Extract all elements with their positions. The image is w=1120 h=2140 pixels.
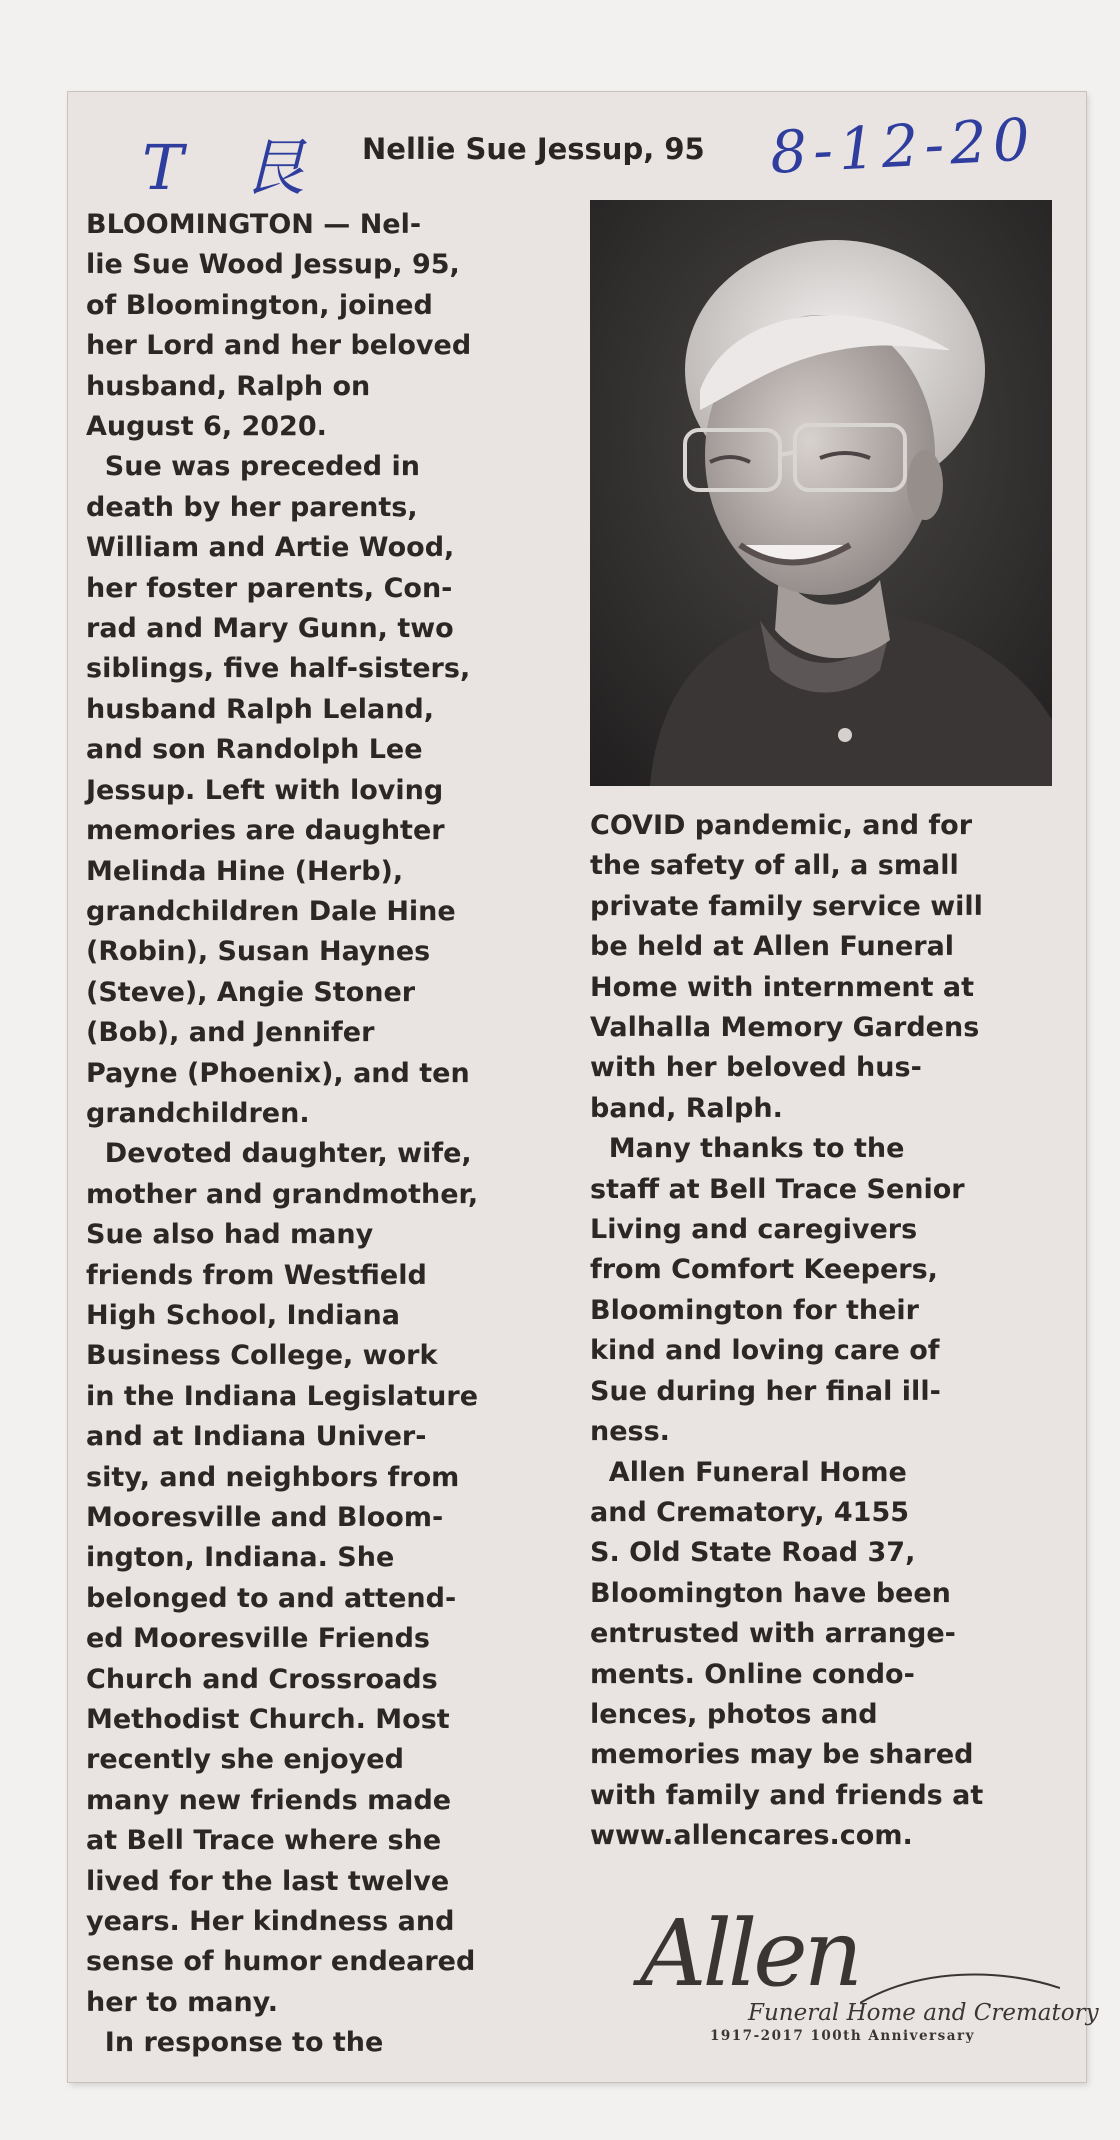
text-line: www.allencares.com. — [590, 1820, 913, 1852]
text-line: memories are daughter — [86, 815, 445, 847]
obituary-column-left — [86, 205, 576, 2064]
text-line: of Bloomington, joined — [86, 289, 433, 321]
text-line: Mooresville and Bloom- — [86, 1502, 444, 1533]
text-line: years. Her kindness and — [86, 1906, 455, 1938]
text-line: and Crematory, 4155 — [590, 1496, 910, 1528]
text-line: siblings, five half-sisters, — [86, 653, 471, 685]
text-line: High School, Indiana — [86, 1299, 400, 1331]
text-line: memories may be shared — [590, 1739, 974, 1771]
text-line: with family and friends at — [590, 1779, 984, 1811]
text-line: ington, Indiana. She — [86, 1542, 395, 1574]
text-line: grandchildren. — [86, 1097, 310, 1129]
text-line: Sue also had many — [86, 1219, 374, 1251]
text-line: Business College, work — [86, 1340, 438, 1372]
text-line: her Lord and her beloved — [86, 330, 472, 362]
text-line: private family service will — [590, 890, 983, 922]
text-line: recently she enjoyed — [86, 1744, 404, 1776]
text-line: Many thanks to the — [590, 1133, 905, 1165]
text-line: Sue during her final ill- — [590, 1375, 941, 1407]
text-line: Devoted daughter, wife, — [86, 1138, 472, 1170]
text-line: husband, Ralph on — [86, 370, 371, 402]
text-line: BLOOMINGTON — Nel- — [86, 209, 422, 240]
text-line: many new friends made — [86, 1784, 452, 1816]
logo-script-text: Allen — [640, 1900, 859, 2007]
text-line: her to many. — [86, 1986, 279, 2018]
text-line: grandchildren Dale Hine — [86, 895, 456, 927]
text-line: staff at Bell Trace Senior — [590, 1173, 965, 1205]
obituary-headline: Nellie Sue Jessup, 95 — [362, 132, 705, 166]
text-line: (Steve), Angie Stoner — [86, 976, 416, 1008]
text-line: entrusted with arrange- — [590, 1618, 956, 1650]
text-line: Sue was preceded in — [86, 451, 420, 483]
text-line: Home with internment at — [590, 971, 975, 1003]
allen-funeral-home-logo — [630, 1900, 1099, 2050]
text-line: ed Mooresville Friends — [86, 1623, 430, 1655]
text-line: sity, and neighbors from — [86, 1461, 460, 1493]
text-line: Melinda Hine (Herb), — [86, 855, 404, 887]
text-line: Allen Funeral Home — [590, 1456, 907, 1488]
text-line: Methodist Church. Most — [86, 1704, 450, 1736]
text-line: lences, photos and — [590, 1698, 878, 1730]
logo-subtitle: Funeral Home and Crematory — [748, 2000, 1099, 2026]
text-line: In response to the — [86, 2027, 384, 2059]
text-line: Living and caregivers — [590, 1214, 918, 1246]
text-line: with her beloved hus- — [590, 1052, 922, 1084]
text-line: rad and Mary Gunn, two — [86, 613, 454, 645]
text-line: and son Randolph Lee — [86, 734, 423, 766]
portrait-photo — [590, 200, 1052, 786]
text-line: husband Ralph Leland, — [86, 693, 435, 725]
text-line: the safety of all, a small — [590, 850, 959, 882]
text-line: Payne (Phoenix), and ten — [86, 1057, 470, 1089]
text-line: Church and Crossroads — [86, 1663, 438, 1695]
text-line: sense of humor endeared — [86, 1946, 476, 1978]
text-line: friends from Westfield — [86, 1259, 427, 1291]
handwritten-date-text: 8-12-20 — [768, 105, 1038, 187]
text-line: COVID pandemic, and for — [590, 810, 973, 841]
text-line: ments. Online condo- — [590, 1658, 915, 1690]
text-line: Bloomington for their — [590, 1294, 919, 1326]
text-line: Valhalla Memory Gardens — [590, 1012, 980, 1044]
text-line: at Bell Trace where she — [86, 1825, 442, 1857]
handwritten-date — [768, 105, 1037, 187]
text-line: William and Artie Wood, — [86, 532, 455, 564]
text-line: and at Indiana Univer- — [86, 1421, 427, 1453]
text-line: lie Sue Wood Jessup, 95, — [86, 249, 460, 281]
text-line: kind and loving care of — [590, 1335, 940, 1367]
text-line: belonged to and attend- — [86, 1582, 457, 1614]
logo-anniversary: 1917-2017 100th Anniversary — [710, 2028, 975, 2044]
text-line: Bloomington have been — [590, 1577, 951, 1609]
text-line: be held at Allen Funeral — [590, 931, 955, 963]
text-line: Jessup. Left with loving — [86, 774, 444, 806]
text-line: mother and grandmother, — [86, 1178, 479, 1210]
text-line: her foster parents, Con- — [86, 572, 453, 604]
text-line: band, Ralph. — [590, 1092, 783, 1124]
text-line: lived for the last twelve — [86, 1865, 450, 1897]
text-line: ness. — [590, 1416, 670, 1448]
portrait-illustration — [590, 200, 1052, 786]
text-line: S. Old State Road 37, — [590, 1537, 916, 1569]
handwritten-mark: T 艮 — [142, 131, 326, 204]
text-line: death by her parents, — [86, 491, 418, 523]
text-line: from Comfort Keepers, — [590, 1254, 938, 1286]
text-line: (Robin), Susan Haynes — [86, 936, 431, 968]
text-line: August 6, 2020. — [86, 411, 327, 443]
text-line: (Bob), and Jennifer — [86, 1017, 375, 1049]
text-line: in the Indiana Legislature — [86, 1380, 479, 1412]
obituary-column-right — [590, 806, 1060, 1857]
